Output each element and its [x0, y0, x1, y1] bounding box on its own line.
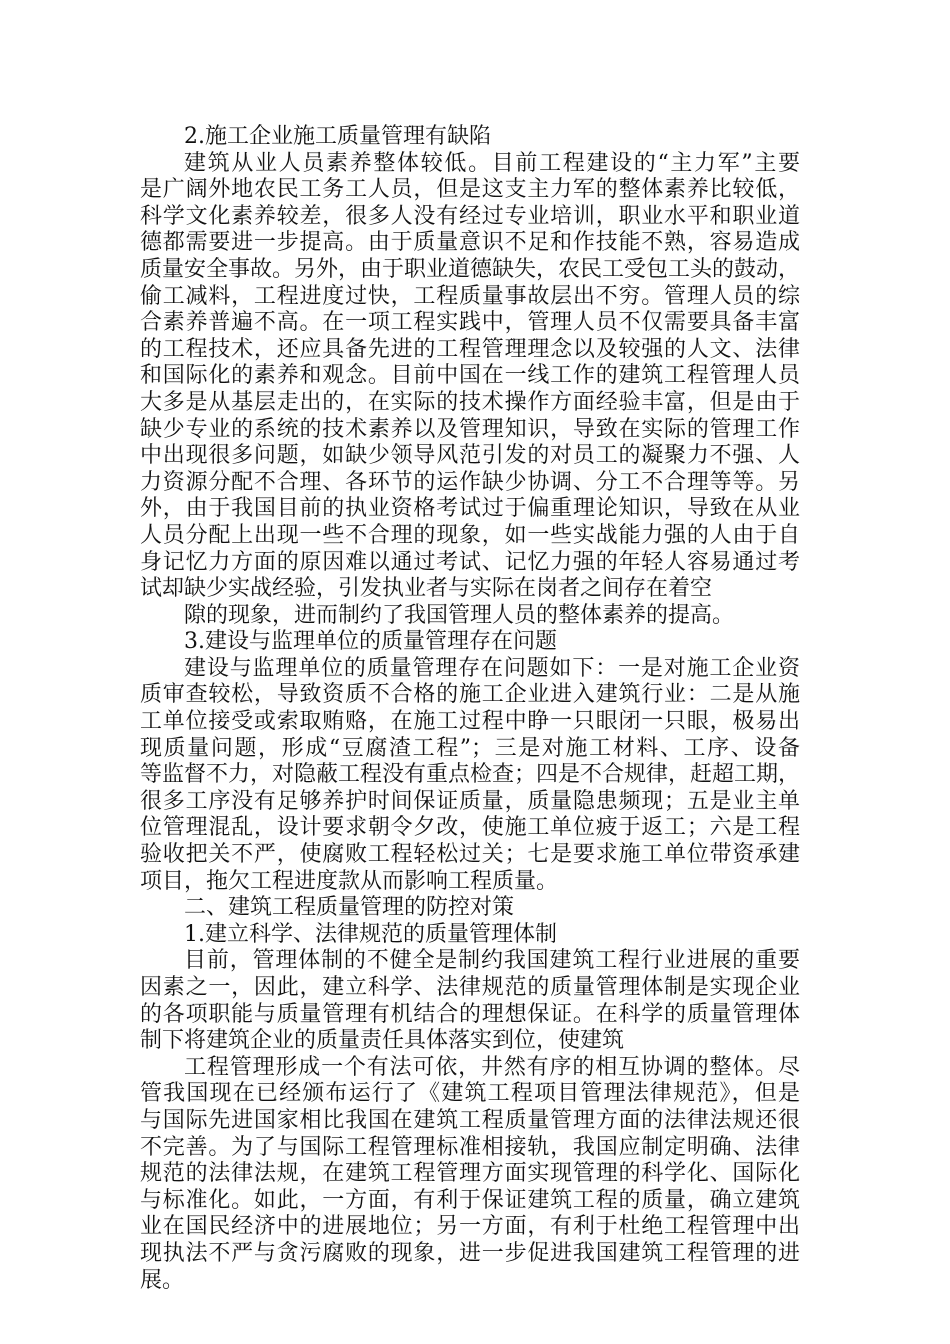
text-line: 2.施工企业施工质量管理有缺陷	[184, 124, 491, 149]
text-line: 制下将建筑企业的质量责任具体落实到位，使建筑	[140, 1028, 625, 1054]
text-line: 验收把关不严，使腐败工程轻松过关；七是要求施工单位带资承建	[140, 842, 800, 868]
text-line: 的工程技术，还应具备先进的工程管理理念以及较强的人文、法律	[140, 336, 800, 362]
text-line: 管我国现在已经颁布运行了《建筑工程项目管理法律规范》，但是	[140, 1081, 800, 1107]
text-line: 质量安全事故。另外，由于职业道德缺失，农民工受包工头的鼓动，	[140, 256, 801, 282]
text-line: 与标准化。如此，一方面，有利于保证建筑工程的质量，确立建筑	[140, 1187, 800, 1213]
text-line: 3.建设与监理单位的质量管理存在问题	[184, 629, 557, 655]
text-line: 隙的现象，进而制约了我国管理人员的整体素养的提高。	[184, 602, 735, 628]
text-line: 很多工序没有足够养护时间保证质量，质量隐患频现；五是业主单	[140, 788, 800, 814]
text-line: 展。	[140, 1267, 185, 1293]
text-line: 德都需要进一步提高。由于质量意识不足和作技能不熟，容易造成	[140, 230, 800, 256]
text-line: 试却缺少实战经验，引发执业者与实际在岗者之间存在着空	[140, 576, 713, 602]
text-line: 力资源分配不合理、各环节的运作缺少协调、分工不合理等等。另	[140, 469, 800, 495]
document-body	[140, 124, 800, 1294]
text-line: 大多是从基层走出的，在实际的技术操作方面经验丰富，但是由于	[140, 389, 800, 415]
text-line: 二、建筑工程质量管理的防控对策	[184, 895, 515, 921]
text-line: 中出现很多问题，如缺少领导风范引发的对员工的凝聚力不强、人	[140, 443, 800, 469]
text-line: 位管理混乱，设计要求朝令夕改，使施工单位疲于返工；六是工程	[140, 815, 800, 841]
text-line: 与国际先进国家相比我国在建筑工程质量管理方面的法律法规还很	[140, 1107, 800, 1133]
text-line: 规范的法律法规，在建筑工程管理方面实现管理的科学化、国际化	[140, 1161, 800, 1187]
text-line: 合素养普遍不高。在一项工程实践中，管理人员不仅需要具备丰富	[140, 310, 800, 336]
text-line: 1.建立科学、法律规范的质量管理体制	[184, 921, 557, 947]
text-line: 偷工减料，工程进度过快，工程质量事故层出不穷。管理人员的综	[140, 283, 800, 309]
text-line: 和国际化的素养和观念。目前中国在一线工作的建筑工程管理人员	[140, 363, 800, 389]
text-line: 建筑从业人员素养整体较低。目前工程建设的“主力军”主要	[184, 150, 800, 176]
text-line: 科学文化素养较差，很多人没有经过专业培训，职业水平和职业道	[140, 203, 800, 229]
text-line: 质审查较松，导致资质不合格的施工企业进入建筑行业：二是从施	[140, 682, 800, 708]
text-line: 现执法不严与贪污腐败的现象，进一步促进我国建筑工程管理的进	[140, 1240, 800, 1266]
text-line: 是广阔外地农民工务工人员，但是这支主力军的整体素养比较低，	[140, 177, 800, 203]
text-line: 的各项职能与质量管理有机结合的理想保证。在科学的质量管理体	[140, 1001, 800, 1027]
text-line: 工程管理形成一个有法可依，井然有序的相互协调的整体。尽	[184, 1054, 800, 1080]
text-line: 因素之一，因此，建立科学、法律规范的质量管理体制是实现企业	[140, 975, 800, 1000]
text-line: 等监督不力，对隐蔽工程没有重点检查；四是不合规律，赶超工期，	[140, 762, 801, 788]
text-line: 业在国民经济中的进展地位；另一方面，有利于杜绝工程管理中出	[140, 1214, 800, 1240]
text-line: 不完善。为了与国际工程管理标准相接轨，我国应制定明确、法律	[140, 1134, 800, 1160]
text-line: 外，由于我国目前的执业资格考试过于偏重理论知识，导致在从业	[140, 496, 800, 522]
text-line: 建设与监理单位的质量管理存在问题如下：一是对施工企业资	[184, 655, 800, 681]
text-line: 身记忆力方面的原因难以通过考试、记忆力强的年轻人容易通过考	[140, 549, 800, 575]
text-line: 项目，拖欠工程进度款从而影响工程质量。	[140, 868, 559, 894]
text-line: 工单位接受或索取贿赂，在施工过程中睁一只眼闭一只眼，极易出	[140, 709, 800, 735]
text-line: 目前，管理体制的不健全是制约我国建筑工程行业进展的重要	[184, 948, 800, 974]
text-line: 现质量问题，形成“豆腐渣工程”；三是对施工材料、工序、设备	[140, 735, 800, 761]
text-line: 人员分配上出现一些不合理的现象，如一些实战能力强的人由于自	[140, 522, 800, 548]
text-line: 缺少专业的系统的技术素养以及管理知识，导致在实际的管理工作	[140, 416, 800, 442]
